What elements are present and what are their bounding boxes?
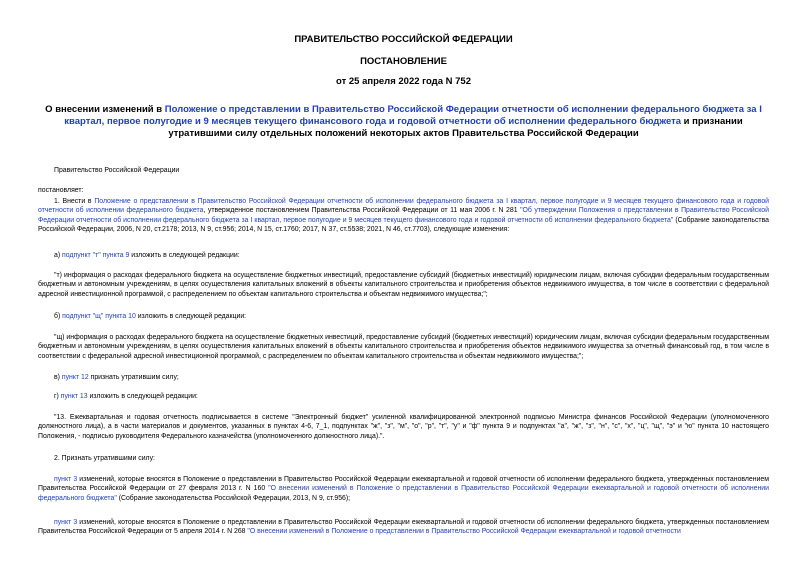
subitem-a-link[interactable]: подпункт "т" пункта 9 [62,252,130,259]
subitem-v [54,373,179,382]
item-1-mid: , утвержденное постановлением Правительства Российской Федерации от 11 мая 2006 г. N 281 [203,207,521,215]
subitem-b-text: "щ) информация о расходах федерального бюджета на осуществление бюджетных инвестиций, предоставление субсидий (бюджетных инвестиций) юридическим лицам, включая субсидии федеральным государственным бюджетным и автономным учреждениям, в целях осуществления капитальных вложений в объекты капитального строительства и приобретения объектов недвижимого имущества за отчетный финансовый год, в том числе в соответствии с федеральной адресной инвестиционной программой, с распределением по объектам капитального строительства и объектам недвижимого имущества;"; [38,334,769,360]
subitem-g-end: изложить в следующей редакции: [87,393,198,400]
subitem-b [54,312,246,321]
subitem-a [54,251,240,260]
item-1-link-resolution[interactable]: "Об утверждении Положения о представлении в Правительство Российской Федерации отчетности об исполнении федерального бюджета за I квартал, первое полугодие и 9 месяцев текущего финансового года и годовой отчетности об исполнении федерального бюджета" [38,207,769,224]
title-prefix: О внесении изменений в [45,104,165,115]
item-2-1-paragraph [38,475,769,503]
title-suffix: и признании утратившими силу отдельных положений некоторых актов Правительства Российской Федерации [168,116,743,139]
org-heading: ПРАВИТЕЛЬСТВО РОССИЙСКОЙ ФЕДЕРАЦИИ [294,34,513,45]
subitem-b-start: б) [54,313,63,320]
subitem-v-start: в) [54,374,62,381]
item-2-1-end: (Собрание законодательства Российской Федерации, 2013, N 9, ст.956); [116,494,351,502]
date-number-heading: от 25 апреля 2022 года N 752 [336,76,471,87]
subitem-g-link[interactable]: пункт 13 [60,393,88,400]
subitem-b-link[interactable]: подпункт "щ" пункта 10 [62,313,136,320]
subitem-a-start: а) [54,252,63,259]
subitem-v-end: признать утратившим силу; [88,374,179,381]
item-1-paragraph [38,197,769,235]
subitem-b-end: изложить в следующей редакции: [135,313,247,320]
document-title [40,104,767,140]
item-2-2-mid: изменений, которые вносятся в Положение о представлении в Правительство Российской Федерации ежеквартальной и годовой отчетности об исполнении федерального бюджета, утвержденных постановлением Правительства Российской Федерации от 5 апреля 2014 г. N 268 [38,519,769,536]
item-2-2-link-resolution[interactable]: "О внесении изменений в Положение о представлении в Правительство Российской Федерации ежеквартальной и годовой отчетности [247,528,681,536]
item-2-label: 2. Признать утратившими силу: [54,455,155,462]
subitem-g [54,392,198,401]
item-1-end: (Собрание законодательства Российской Федерации, 2006, N 20, ст.2178; 2013, N 9, ст.956; 2014, N 15, ст.1760; 2017, N 37, ст.5538; 2021, N 46, ст.7703), следующие изменения: [38,216,769,234]
title-link[interactable]: Положение о представлении в Правительство Российской Федерации отчетности об исполнении федерального бюджета за I квартал, первое полугодие и 9 месяцев текущего финансового года и годовой отчетности об исполнении федерального бюджета [64,104,762,127]
item-2-1-mid: изменений, которые вносятся в Положение о представлении в Правительство Российской Федерации ежеквартальной и годовой отчетности об исполнении федерального бюджета, утвержденных постановлением Правительства Российской Федерации от 27 февраля 2013 г. N 160 [38,476,769,493]
government-label: Правительство Российской Федерации [54,167,180,174]
item-1-start: 1. Внести в [54,198,95,205]
doc-type-heading: ПОСТАНОВЛЕНИЕ [360,56,447,67]
item-1-link-regulation[interactable]: Положение о представлении в Правительство Российской Федерации отчетности об исполнении федерального бюджета за I квартал, первое полугодие и 9 месяцев текущего финансового года и годовой отчетности об исполнении федерального бюджета [38,198,769,215]
subitem-g-text: "13. Ежеквартальная и годовая отчетность подписывается в системе "Электронный бюджет" усиленной квалифицированной электронной подписью Министра финансов Российской Федерации (уполномоченного должностного лица), а в части материалов и документов, указанных в пунктах 4-6, 7_1, подпунктах "ж", "з", "м", "о", "р", "т", "у" и "ф" пункта 9 и подпунктах "а", "ж", "з", "н", "с", "х", "ц", "щ", "э" и "ю" пункта 10 настоящего Положения, - подписью руководителя Федерального казначейства (уполномоченного должностного лица).". [38,414,769,440]
item-2-2-link-point[interactable]: пункт 3 [54,519,78,526]
subitem-a-end: изложить в следующей редакции: [129,252,240,259]
subitem-a-text: "т) информация о расходах федерального бюджета на осуществление бюджетных инвестиций, предоставление субсидий (бюджетных инвестиций) юридическим лицам, включая субсидии федеральным государственным бюджетным и автономным учреждениям, в целях осуществления капитальных вложений в объекты капитального строительства и приобретения объектов недвижимого имущества, в том числе в соответствии с федеральной адресной инвестиционной программой, с распределением по объектам капитального строительства и объектам недвижимого имущества;"; [38,272,769,298]
item-2-1-link-point[interactable]: пункт 3 [54,476,78,483]
resolves-label: постановляет: [38,187,84,194]
item-2-1-link-resolution[interactable]: "О внесении изменений в Положение о представлении в Правительство Российской Федерации ежеквартальной и годовой отчетности об исполнении федерального бюджета" [38,485,769,502]
subitem-g-start: г) [54,393,61,400]
subitem-v-link[interactable]: пункт 12 [61,374,89,381]
item-2-2-paragraph [38,518,769,537]
